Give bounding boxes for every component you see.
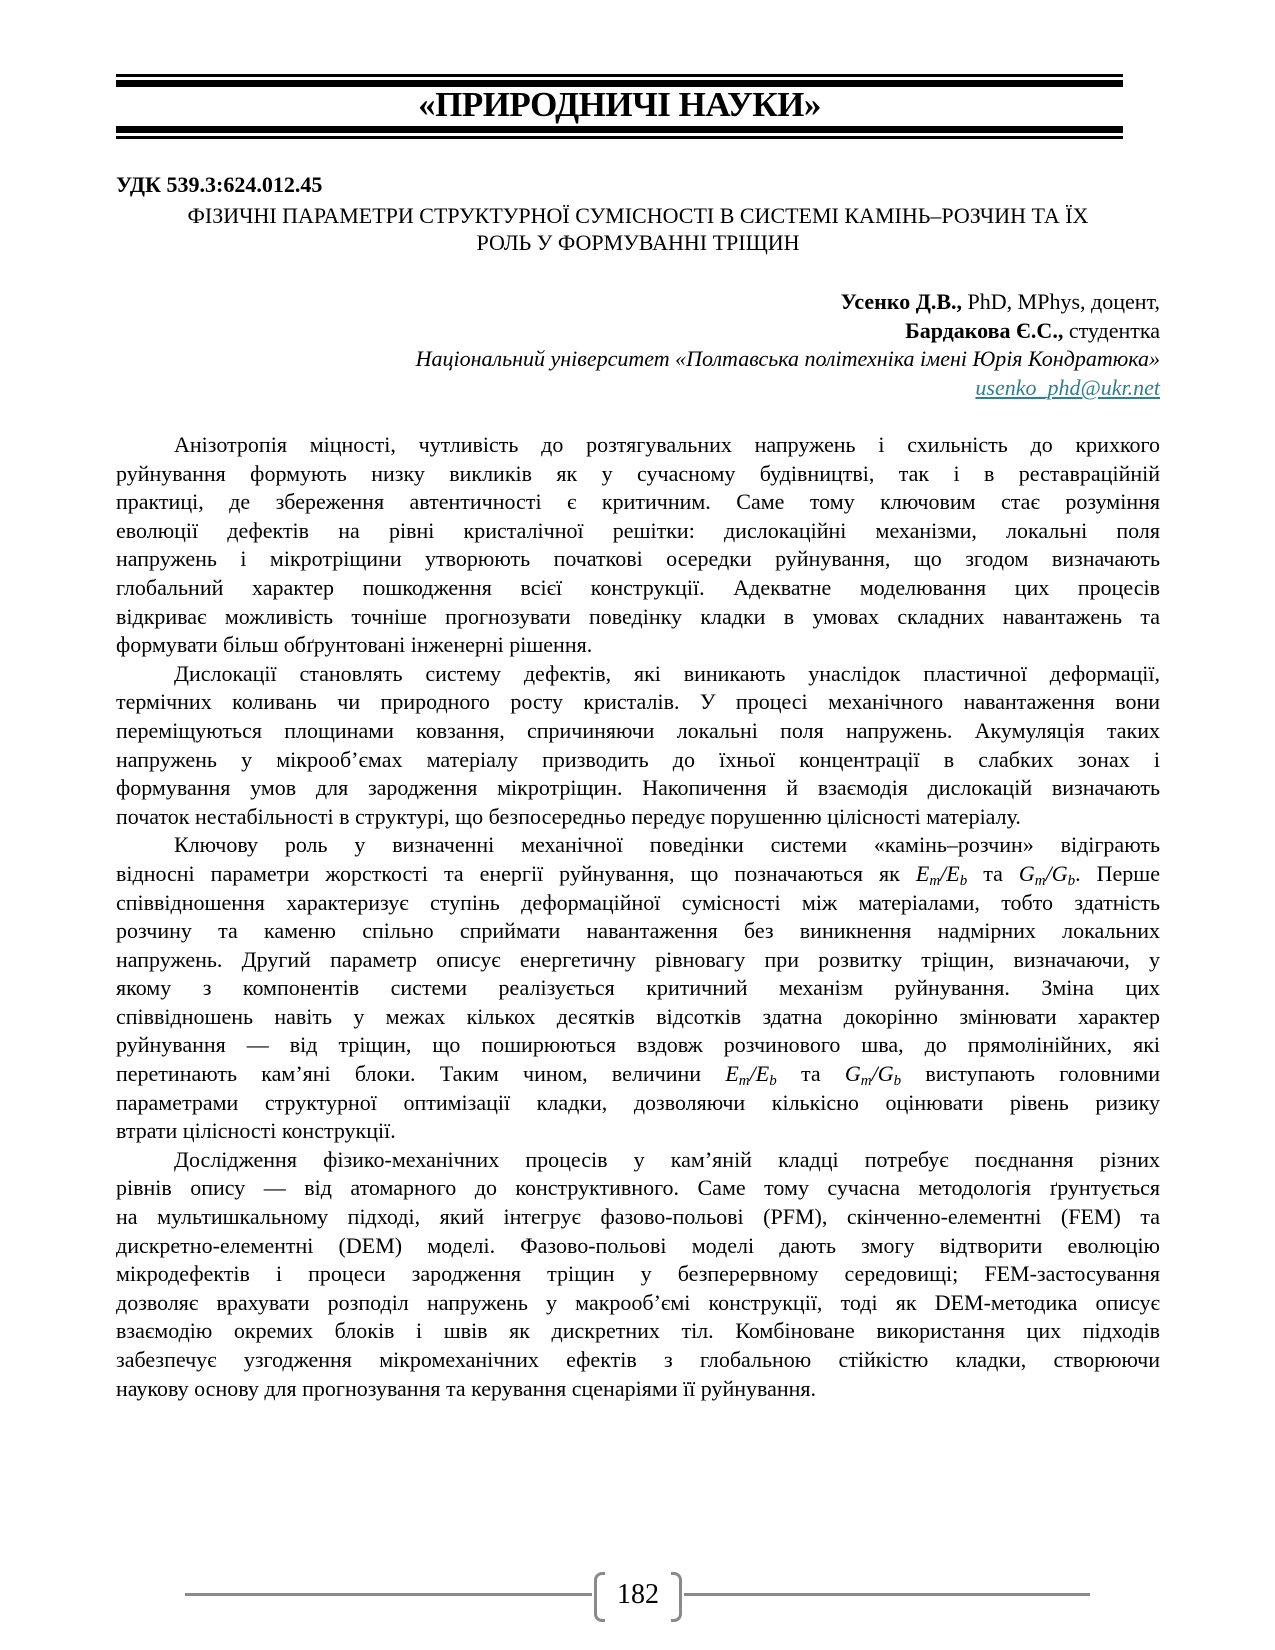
text-line: еволюції дефектів на рівні кристалічної решітки: дислокаційні механізми, локальні поля — [116, 517, 1160, 543]
text-line: Дослідження фізико-механічних процесів у кам’яній кладці потребує поєднання різних — [174, 1146, 1160, 1172]
paragraph — [116, 431, 1160, 660]
text-segment: перетинають кам’яні блоки. Таким чином, величини — [116, 1061, 726, 1087]
formula-symbol: /E — [749, 1061, 770, 1087]
article-body — [116, 431, 1160, 1403]
text-line: на мультишкальному підході, який інтегрує фазово-польові (PFM), скінченно-елементні (FEM) та — [116, 1204, 1160, 1230]
formula-subscript: m — [1034, 872, 1046, 889]
formula-subscript: b — [893, 1073, 902, 1089]
author-name: Бардакова Є.С., — [905, 318, 1064, 343]
header-rule-bottom-thin — [116, 136, 1123, 139]
article-title-line: РОЛЬ У ФОРМУВАННІ ТРІЩИН — [476, 230, 800, 255]
text-line: мікродефектів і процеси зародження тріщин у безперервному середовищі; FEM-застосування — [116, 1261, 1160, 1287]
text-line: Ключову роль у визначенні механічної поведінки системи «камінь–розчин» відіграють — [174, 832, 1160, 858]
text-line: практиці, де збереження автентичності є критичним. Саме тому ключовим стає розуміння — [116, 489, 1160, 515]
text-line: глобальний характер пошкодження всієї конструкції. Адекватне моделювання цих процесів — [116, 574, 1160, 600]
text-line: формувати більш обґрунтовані інженерні рішення. — [116, 632, 593, 658]
udk-code: УДК 539.3:624.012.45 — [116, 172, 323, 197]
formula-subscript: b — [1067, 872, 1076, 889]
page-number: 182 — [617, 1579, 659, 1610]
formula-subscript: b — [959, 872, 968, 889]
paragraph — [116, 831, 1160, 1146]
text-line: дискретно-елементні (DEM) моделі. Фазово-польові моделі дають змогу відтворити еволюцію — [116, 1232, 1160, 1258]
author-details: PhD, MPhys, доцент, — [962, 289, 1160, 314]
text-line: співвідношень навіть у межах кількох десятків відсотків здатна докорінно змінювати характер — [116, 1003, 1160, 1029]
formula-symbol: G — [1018, 860, 1035, 886]
text-line: Анізотропія міцності, чутливість до розтягувальних напружень і схильність до крихкого — [174, 432, 1160, 457]
text-segment: відносні параметри жорсткості та енергії руйнування, що позначаються як — [116, 860, 916, 886]
text-line: термічних коливань чи природного росту кристалів. У процесі механічного навантаження вони — [116, 689, 1160, 715]
text-segment: виступають головними — [901, 1061, 1160, 1087]
author-1 — [841, 288, 1160, 316]
text-line: Дислокації становлять систему дефектів, які виникають унаслідок пластичної деформації, — [174, 660, 1160, 686]
formula-symbol: G — [844, 1061, 861, 1087]
affiliation: Національний університет «Полтавська політехніка імені Юрія Кондратюка» — [415, 346, 1160, 371]
author-2 — [905, 317, 1160, 345]
text-line: відкриває можливість точніше прогнозувати поведінку кладки в умовах складних навантажень та — [116, 603, 1160, 629]
text-line: рівнів опису — від атомарного до конструктивного. Саме тому сучасна методологія ґрунтується — [116, 1175, 1160, 1201]
header-rule-bottom-thick — [116, 126, 1123, 133]
text-segment: та — [776, 1061, 845, 1087]
text-line: початок нестабільності в структурі, що безпосередньо передує порушенню цілісності матеріалу. — [116, 803, 1021, 829]
text-line: руйнування формують низку викликів як у сучасному будівництві, так і в реставраційній — [116, 460, 1160, 486]
text-line: параметрами структурної оптимізації кладки, дозволяючи кількісно оцінювати рівень ризику — [116, 1089, 1160, 1115]
text-line — [116, 860, 1160, 889]
formula-symbol: E — [915, 860, 930, 886]
formula-subscript: m — [738, 1073, 750, 1089]
text-segment: . Перше — [1075, 860, 1160, 886]
page-number-box — [592, 1572, 684, 1618]
formula-symbol: /G — [871, 1061, 894, 1087]
text-line: переміщуються площинами ковзання, спричиняючи локальні поля напружень. Акумуляція таких — [116, 717, 1160, 743]
formula-subscript: m — [860, 1073, 872, 1089]
author-name: Усенко Д.В., — [840, 289, 963, 314]
section-title: «ПРИРОДНИЧІ НАУКИ» — [418, 85, 821, 124]
header-rule-top-thin — [116, 74, 1123, 77]
formula-symbol: /G — [1045, 860, 1068, 886]
formula-subscript: b — [769, 1073, 777, 1089]
text-line: втрати цілісності конструкції. — [116, 1118, 396, 1144]
text-line: формування умов для зародження мікротріщин. Накопичення й взаємодія дислокацій визначають — [116, 775, 1160, 801]
author-details: студентка — [1063, 318, 1160, 343]
text-line: дозволяє врахувати розподіл напружень у макрооб’ємі конструкції, тоді як DEM-методика описує — [116, 1289, 1160, 1315]
text-segment: та — [967, 860, 1019, 886]
text-line: якому з компонентів системи реалізується критичний механізм руйнування. Зміна цих — [116, 975, 1160, 1001]
email-row — [975, 374, 1160, 402]
formula-subscript: m — [929, 872, 941, 889]
text-line: напружень у мікрооб’ємах матеріалу призводить до їхньої концентрації в слабких зонах і — [116, 746, 1160, 772]
text-line: взаємодію окремих блоків і швів як дискретних тіл. Комбіноване використання цих підходів — [116, 1318, 1160, 1344]
article-title — [116, 202, 1160, 256]
text-line: напружень і мікротріщини утворюють початкові осередки руйнування, що згодом визначають — [116, 546, 1160, 572]
formula-symbol: E — [725, 1061, 739, 1087]
text-line: напружень. Другий параметр описує енергетичну рівновагу при розвитку тріщин, визначаючи, у — [116, 946, 1160, 972]
text-line: руйнування — від тріщин, що поширюються вздовж розчинового шва, до прямолінійних, які — [116, 1032, 1160, 1058]
article-title-line: ФІЗИЧНІ ПАРАМЕТРИ СТРУКТУРНОЇ СУМІСНОСТІ В СИСТЕМІ КАМІНЬ–РОЗЧИН ТА ЇХ — [187, 203, 1089, 228]
text-line: розчину та каменю спільно сприймати навантаження без виникнення надмірних локальних — [116, 918, 1160, 944]
text-line: забезпечує узгодження мікромеханічних ефектів з глобальною стійкістю кладки, створюючи — [116, 1347, 1160, 1372]
text-line: наукову основу для прогнозування та керування сценаріями її руйнування. — [116, 1375, 817, 1401]
text-line: співвідношення характеризує ступінь деформаційної сумісності між матеріалами, тобто здатність — [116, 889, 1160, 915]
formula-symbol: /E — [940, 860, 960, 886]
paragraph — [116, 1146, 1160, 1403]
paragraph — [116, 660, 1160, 832]
text-line — [116, 1060, 1160, 1089]
email-link[interactable]: usenko_phd@ukr.net — [975, 375, 1160, 400]
